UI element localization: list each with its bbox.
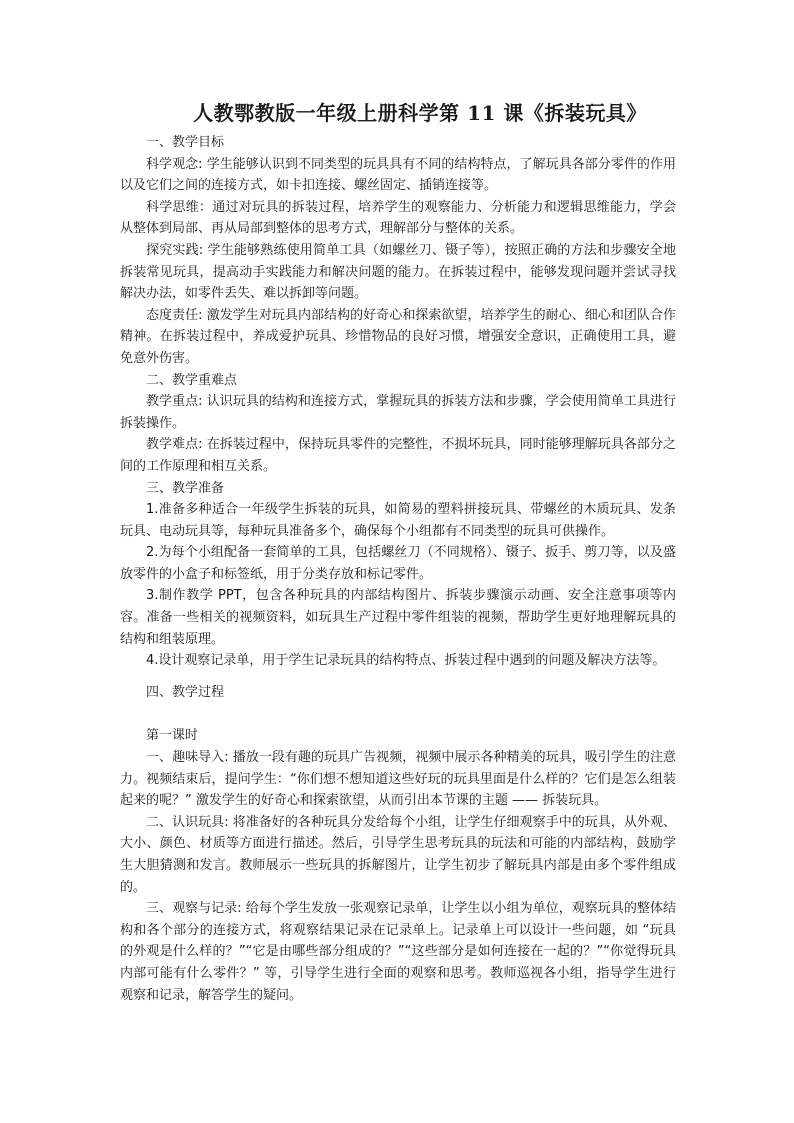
paragraph: 教学难点: 在拆装过程中，保持玩具零件的完整性，不损坏玩具，同时能够理解玩具各部分之间的工作原理和相互关系。 bbox=[120, 437, 676, 474]
section-heading: 四、教学过程 bbox=[146, 684, 225, 700]
document-title: 人教鄂教版一年级上册科学第 11 课《拆装玩具》 bbox=[193, 101, 647, 125]
document-body bbox=[120, 132, 676, 1006]
paragraph: 教学重点: 认识玩具的结构和连接方式，掌握玩具的拆装方法和步骤，学会使用简单工具进行拆装操作。 bbox=[120, 394, 676, 431]
paragraph: 探究实践: 学生能够熟练使用简单工具（如螺丝刀、镊子等），按照正确的方法和步骤安全地拆装常见玩具，提高动手实践能力和解决问题的能力。在拆装过程中，能够发现问题并尝试寻找解决办法，如零件丢失、难以拆卸等问题。 bbox=[120, 242, 676, 302]
spacer bbox=[120, 672, 676, 682]
paragraph: 1.准备多种适合一年级学生拆装的玩具，如简易的塑料拼接玩具、带螺丝的木质玩具、发条玩具、电动玩具等，每种玩具准备多个，确保每个小组都有不同类型的玩具可供操作。 bbox=[120, 502, 676, 539]
spacer bbox=[120, 703, 676, 725]
paragraph: 态度责任: 激发学生对玩具内部结构的好奇心和探索欲望，培养学生的耐心、细心和团队合作精神。在拆装过程中，养成爱护玩具、珍惜物品的良好习惯，增强安全意识，正确使用工具，避免意外伤害。 bbox=[120, 307, 676, 366]
paragraph: 3.制作教学 PPT，包含各种玩具的内部结构图片、拆装步骤演示动画、安全注意事项等内容。准备一些相关的视频资料，如玩具生产过程中零件组装的视频，帮助学生更好地理解玩具的结构和组装原理。 bbox=[120, 588, 676, 647]
paragraph: 一、趣味导入: 播放一段有趣的玩具广告视频，视频中展示各种精美的玩具，吸引学生的注意力。视频结束后，提问学生：“你们想不想知道这些好玩的玩具里面是什么样的？它们是怎么组装起来的呢？” 激发学生的好奇心和探索欲望，从而引出本节课的主题 —— 拆装玩具。 bbox=[120, 750, 676, 809]
paragraph: 4.设计观察记录单，用于学生记录玩具的结构特点、拆装过程中遇到的问题及解决方法等。 bbox=[146, 653, 666, 669]
document-page bbox=[120, 98, 676, 1006]
paragraph: 三、观察与记录: 给每个学生发放一张观察记录单，让学生以小组为单位，观察玩具的整体结构和各个部分的连接方式，将观察结果记录在记录单上。记录单上可以设计一些问题，如 “玩具的外观是什么样的？”“它是由哪些部分组成的？”“这些部分是如何连接在一起的？”“你觉得玩具内部可能有什么零件？” 等，引导学生进行全面的观察和思考。教师巡视各小组，指导学生进行观察和记录，解答学生的疑问。 bbox=[120, 901, 676, 1003]
section-heading: 二、教学重难点 bbox=[146, 372, 238, 388]
section-heading: 一、教学目标 bbox=[146, 135, 225, 150]
section-heading: 第一课时 bbox=[146, 728, 199, 744]
paragraph: 科学思维：通过对玩具的拆装过程，培养学生的观察能力、分析能力和逻辑思维能力，学会从整体到局部、再从局部到整体的思考方式，理解部分与整体的关系。 bbox=[120, 199, 676, 237]
paragraph: 科学观念: 学生能够认识到不同类型的玩具具有不同的结构特点，了解玩具各部分零件的作用以及它们之间的连接方式，如卡扣连接、螺丝固定、插销连接等。 bbox=[120, 156, 676, 194]
paragraph: 2.为每个小组配备一套简单的工具，包括螺丝刀（不同规格）、镊子、扳手、剪刀等，以及盛放零件的小盒子和标签纸，用于分类存放和标记零件。 bbox=[120, 545, 676, 582]
paragraph: 二、认识玩具: 将准备好的各种玩具分发给每个小组，让学生仔细观察手中的玩具，从外观、大小、颜色、材质等方面进行描述。然后，引导学生思考玩具的玩法和可能的内部结构，鼓励学生大胆猜测和发言。教师展示一些玩具的拆解图片，让学生初步了解玩具内部是由多个零件组成的。 bbox=[120, 814, 676, 895]
section-heading: 三、教学准备 bbox=[146, 480, 225, 496]
